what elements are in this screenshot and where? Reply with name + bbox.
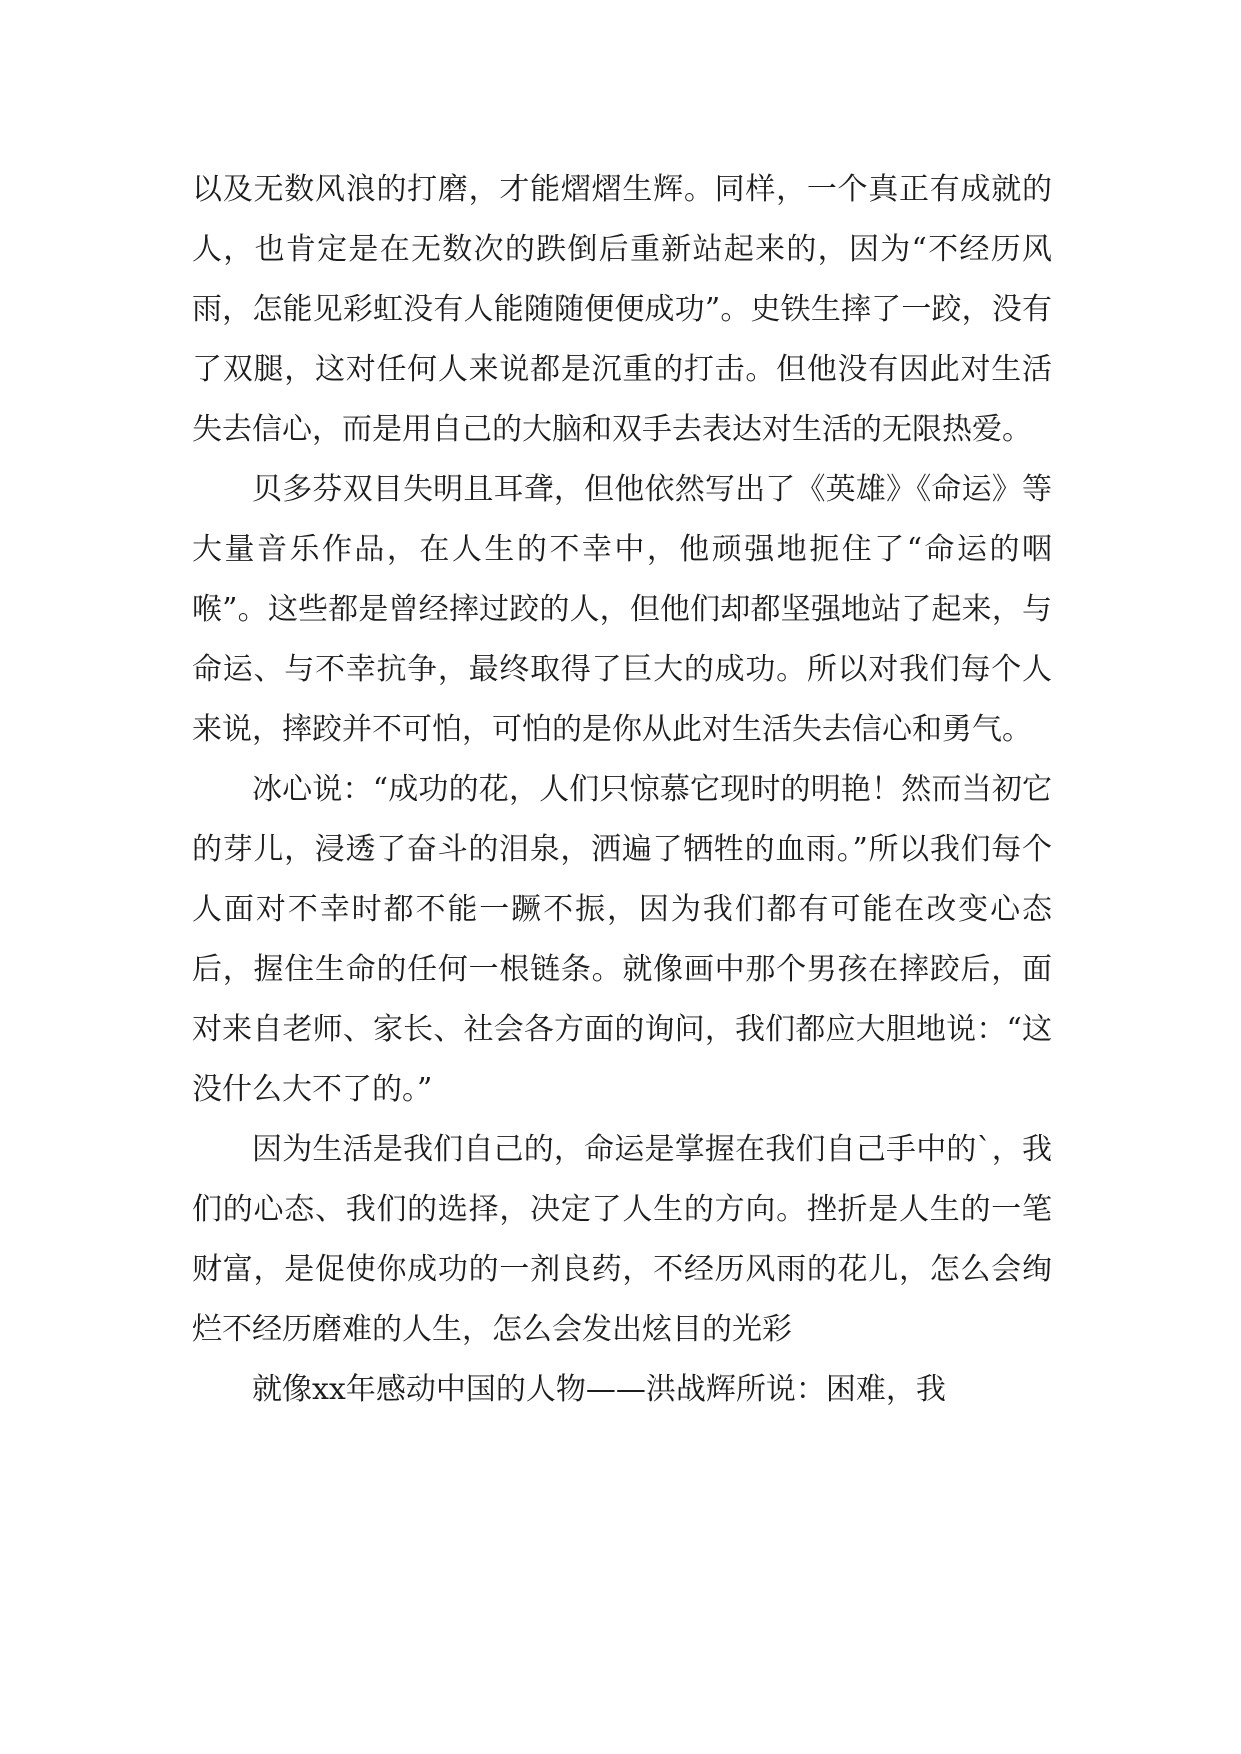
paragraph-4: 因为生活是我们自己的，命运是掌握在我们自己手中的`，我们的心态、我们的选择，决定了人生的方向。挫折是人生的一笔财富，是促使你成功的一剂良药，不经历风雨的花儿，怎么会绚烂不经历磨难的人生，怎么会发出炫目的光彩 [192, 1132, 1052, 1347]
paragraph-3: 冰心说：“成功的花，人们只惊慕它现时的明艳！然而当初它的芽儿，浸透了奋斗的泪泉，洒遍了牺牲的血雨。”所以我们每个人面对不幸时都不能一蹶不振，因为我们都有可能在改变心态后，握住生命的任何一根链条。就像画中那个男孩在摔跤后，面对来自老师、家长、社会各方面的询问，我们都应大胆地说：“这没什么大不了的。” [192, 772, 1052, 1107]
paragraph-1: 以及无数风浪的打磨，才能熠熠生辉。同样，一个真正有成就的人，也肯定是在无数次的跌倒后重新站起来的，因为“不经历风雨，怎能见彩虹没有人能随随便便成功”。史铁生摔了一跤，没有了双腿，这对任何人来说都是沉重的打击。但他没有因此对生活失去信心，而是用自己的大脑和双手去表达对生活的无限热爱。 [192, 172, 1052, 447]
document-body [192, 160, 1052, 1420]
paragraph-5: 就像xx年感动中国的人物——洪战辉所说：困难，我 [252, 1372, 946, 1407]
paragraph-2: 贝多芬双目失明且耳聋，但他依然写出了《英雄》《命运》等大量音乐作品，在人生的不幸中，他顽强地扼住了“命运的咽喉”。这些都是曾经摔过跤的人，但他们却都坚强地站了起来，与命运、与不幸抗争，最终取得了巨大的成功。所以对我们每个人来说，摔跤并不可怕，可怕的是你从此对生活失去信心和勇气。 [192, 472, 1052, 747]
